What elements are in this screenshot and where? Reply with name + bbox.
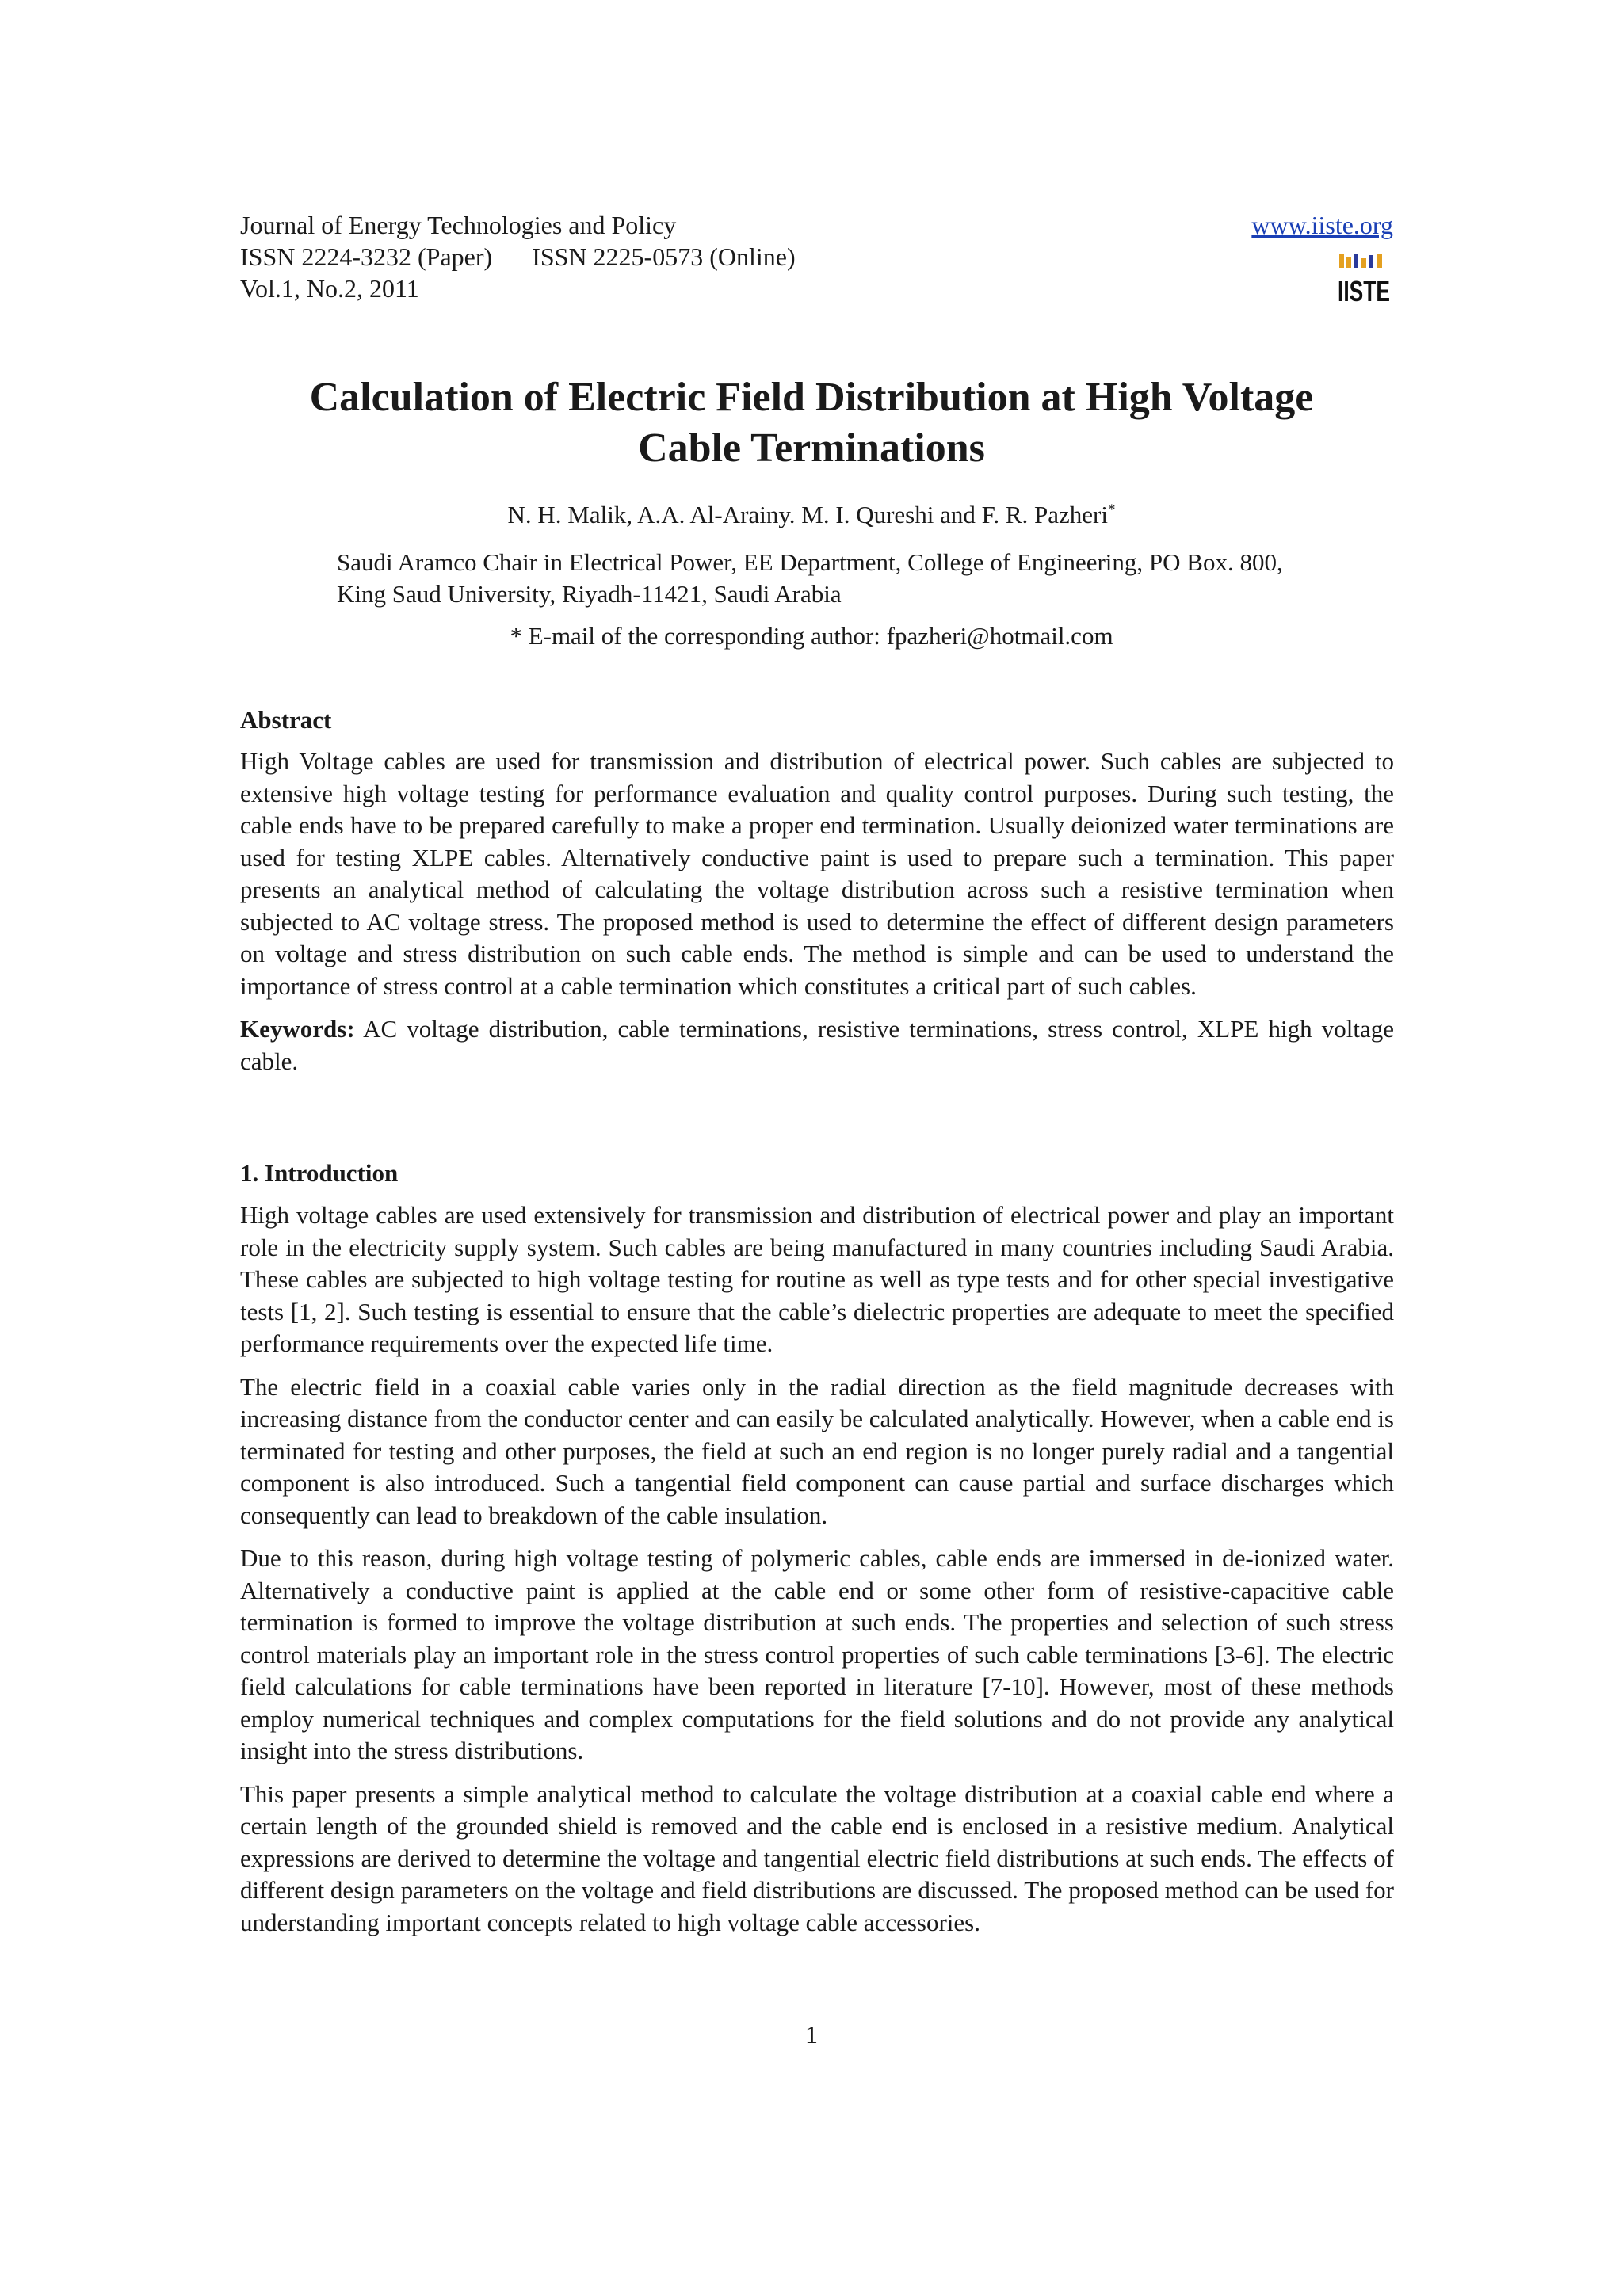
abstract-heading: Abstract [240,706,332,734]
title-line-1: Calculation of Electric Field Distribution at High Voltage [309,375,1314,420]
svg-text:IISTE: IISTE [1338,275,1390,307]
iiste-logo [1338,252,1392,307]
corresponding-email: * E-mail of the corresponding author: fpazheri@hotmail.com [510,622,1113,650]
journal-header [240,209,796,304]
abstract-text: High Voltage cables are used for transmission and distribution of electrical power. Such cables are subjected to extensive high voltage testing for performance evaluation and quality control purposes. During such testing, the cable ends have to be prepared carefully to make a proper end termination. Usually deionized water terminations are used for testing XLPE cables. Alternatively conductive paint is used to prepare such a termination. This paper presents an analytical method of calculating the voltage distribution across such a resistive termination when subjected to AC voltage stress. The proposed method is used to determine the effect of different design parameters on voltage and stress distribution on such cable ends. The method is simple and can be used to understand the importance of stress control at a cable termination which constitutes a critical part of such cables. [240,747,1394,1000]
affiliation [337,547,1391,610]
page-number: 1 [805,2020,818,2049]
introduction-heading: 1. Introduction [240,1159,399,1187]
issn-online: ISSN 2225-0573 (Online) [532,242,796,271]
volume-info: Vol.1, No.2, 2011 [240,274,419,303]
abstract-section [240,746,1394,1089]
authors [238,499,1385,531]
keywords-text: AC voltage distribution, cable terminations, resistive terminations, stress control, XLPE high voltage cable. [240,1015,1394,1075]
paper-title [238,372,1385,474]
corresponding-mark: * [1108,502,1116,518]
issn-line [240,241,796,273]
intro-paragraph: High voltage cables are used extensively for transmission and distribution of electrical power and play an important role in the electricity supply system. Such cables are being manufactured in many countries including Saudi Arabia. These cables are subjected to high voltage testing for routine as well as type tests and for other special investigative tests [1, 2]. Such testing is essential to ensure that the cable’s dielectric properties are adequate to meet the specified performance requirements over the expected life time. [240,1201,1394,1357]
keywords-label: Keywords: [240,1015,355,1043]
journal-name: Journal of Energy Technologies and Policy [240,211,677,239]
author-names: N. H. Malik, A.A. Al-Arainy. M. I. Qureshi and F. R. Pazheri [507,501,1108,528]
affiliation-line-2: King Saud University, Riyadh-11421, Saudi Arabia [337,580,842,608]
intro-paragraph: This paper presents a simple analytical method to calculate the voltage distribution at a coaxial cable end where a certain length of the grounded shield is removed and the cable end is enclosed in a resistive medium. Analytical expressions are derived to determine the voltage and tangential electric field distributions at such ends. The effects of different design parameters on the voltage and field distributions are discussed. The proposed method can be used for understanding important concepts related to high voltage cable accessories. [240,1779,1394,1936]
title-line-2: Cable Terminations [638,425,985,471]
issn-paper: ISSN 2224-3232 (Paper) [240,242,493,271]
affiliation-line-1: Saudi Aramco Chair in Electrical Power, EE Department, College of Engineering, PO Box. 800, [337,548,1283,576]
intro-paragraph: The electric field in a coaxial cable varies only in the radial direction as the field magnitude decreases with increasing distance from the conductor center and can easily be calculated analytically. However, when a cable end is terminated for testing and other purposes, the field at such an end region is no longer purely radial and a tangential component is also introduced. Such a tangential field component can cause partial and surface discharges which consequently can lead to breakdown of the cable insulation. [240,1372,1394,1529]
introduction-section [240,1199,1394,1950]
keywords [240,1013,1394,1077]
journal-url-link[interactable]: www.iiste.org [1251,211,1393,239]
intro-paragraph: Due to this reason, during high voltage testing of polymeric cables, cable ends are immersed in de-ionized water. Alternatively a conductive paint is applied at the cable end or some other form of resistive-capacitive cable termination is formed to improve the voltage distribution at such ends. The properties and selection of such stress control materials play an important role in the stress control properties of such cable terminations [3-6]. The electric field calculations for cable terminations have been reported in literature [7-10]. However, most of these methods employ numerical techniques and complex computations for the field solutions and do not provide any analytical insight into the stress distributions. [240,1544,1394,1764]
